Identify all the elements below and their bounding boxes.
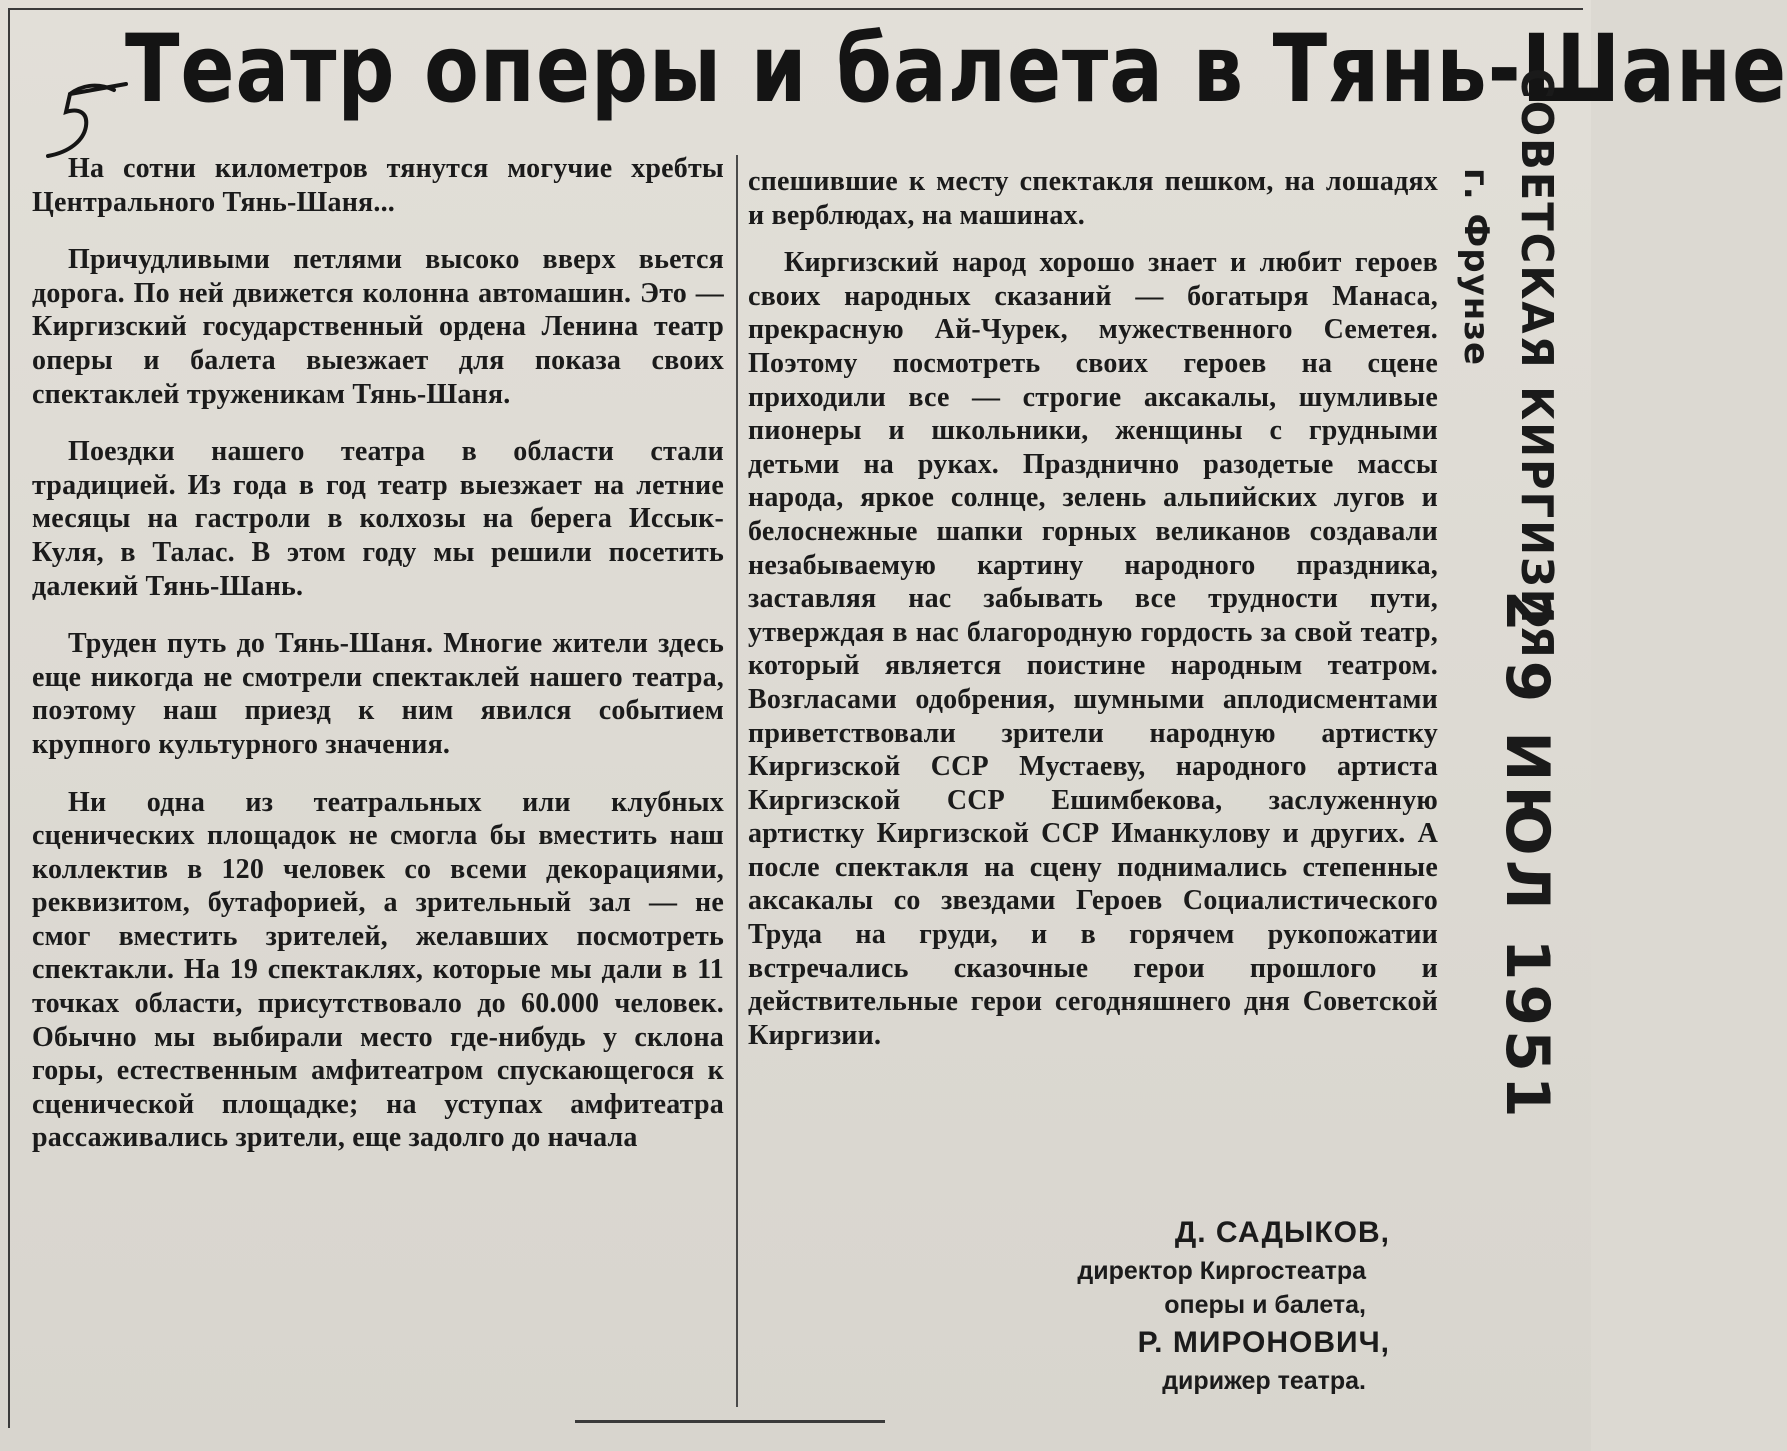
author-name: Д. САДЫКОВ, bbox=[1174, 1216, 1390, 1249]
article-left-column bbox=[32, 152, 724, 1179]
article-paragraph: На сотни километров тянутся могучие хребты Центрального Тянь-Шаня... bbox=[32, 153, 724, 218]
bottom-rule bbox=[575, 1420, 885, 1423]
author-role: оперы и балета, bbox=[1164, 1291, 1366, 1319]
article-right-column bbox=[748, 165, 1438, 1076]
article-paragraph: Причудливыми петлями высоко вверх вьется дорога. По ней движется колонна автомашин. Это — Киргизский государственный ордена Ленина театр оперы и балета выезжает для показа своих спектаклей труженикам Тянь-Шаня. bbox=[32, 244, 724, 410]
article-paragraph: Труден путь до Тянь-Шаня. Многие жители здесь еще никогда не смотрели спектаклей нашего театра, поэтому наш приезд к ним явился событием крупного культурного значения. bbox=[32, 628, 724, 760]
article-paragraph-continuation: спешившие к месту спектакля пешком, на лошадях и верблюдах, на машинах. bbox=[748, 166, 1438, 231]
article-paragraph: Поездки нашего театра в области стали традицией. Из года в год театр выезжает на летние месяцы на гастроли в колхозы на берега Иссык-Куля, в Талас. В этом году мы решили посетить далекий Тянь-Шань. bbox=[32, 436, 724, 602]
archive-date-stamp bbox=[1440, 60, 1590, 1122]
stamp-date: 2 9 ИЮЛ 1951 bbox=[1492, 590, 1562, 1122]
article-signature bbox=[1000, 1212, 1390, 1398]
article-paragraph: Киргизский народ хорошо знает и любит героев своих народных сказаний — богатыря Манаса, прекрасную Ай-Чурек, мужественного Семетея. Поэтому посмотреть своих героев на сцене приходили все — строгие аксакалы, шумливые пионеры и школьники, женщины с грудными детьми на руках. Празднично разодетые массы народа, яркое солнце, зелень альпийских лугов и белоснежные шапки горных великанов создавали незабываемую картину народного праздника, заставляя нас забывать все трудности пути, утверждая в нас благородную гордость за свой театр, который является поистине народным театром. Возгласами одобрения, шумными аплодисментами приветствовали зрители народную артистку Киргизской ССР Мустаеву, народного артиста Киргизской ССР Ешимбекова, заслуженную артистку Киргизской ССР Иманкулову и других. А после спектакля на сцену поднимались степенные аксакалы со звездами Героев Социалистического Труда на груди, и в горячем рукопожатии встречались сказочные герои прошлого и действительные герои сегодняшнего дня Советской Киргизии. bbox=[748, 247, 1438, 1051]
column-divider bbox=[736, 155, 738, 1407]
author-name: Р. МИРОНОВИЧ, bbox=[1137, 1326, 1390, 1359]
author-role: директор Киргостеатра bbox=[1077, 1257, 1366, 1285]
stamp-newspaper-name: СОВЕТСКАЯ КИРГИЗИЯ bbox=[1511, 68, 1562, 660]
stamp-city: г. Фрунзе bbox=[1456, 168, 1496, 367]
article-headline: Театр оперы и балета в Тянь-Шане bbox=[125, 15, 1787, 124]
article-paragraph: Ни одна из театральных или клубных сценических площадок не смогла бы вместить наш коллектив в 120 человек со всеми декорациями, реквизитом, бутафорией, а зрительный зал — не смог вместить зрителей, желавших посмотреть спектакли. На 19 спектаклях, которые мы дали в 11 точках области, присутствовало до 60.000 человек. Обычно мы выбирали место где-нибудь у склона горы, естественным амфитеатром спускающегося к сценической площадке; на уступах амфитеатра рассаживались зрители, еще задолго до начала bbox=[32, 786, 724, 1154]
clipping-left-border bbox=[8, 8, 10, 1428]
author-role: дирижер театра. bbox=[1162, 1367, 1366, 1395]
